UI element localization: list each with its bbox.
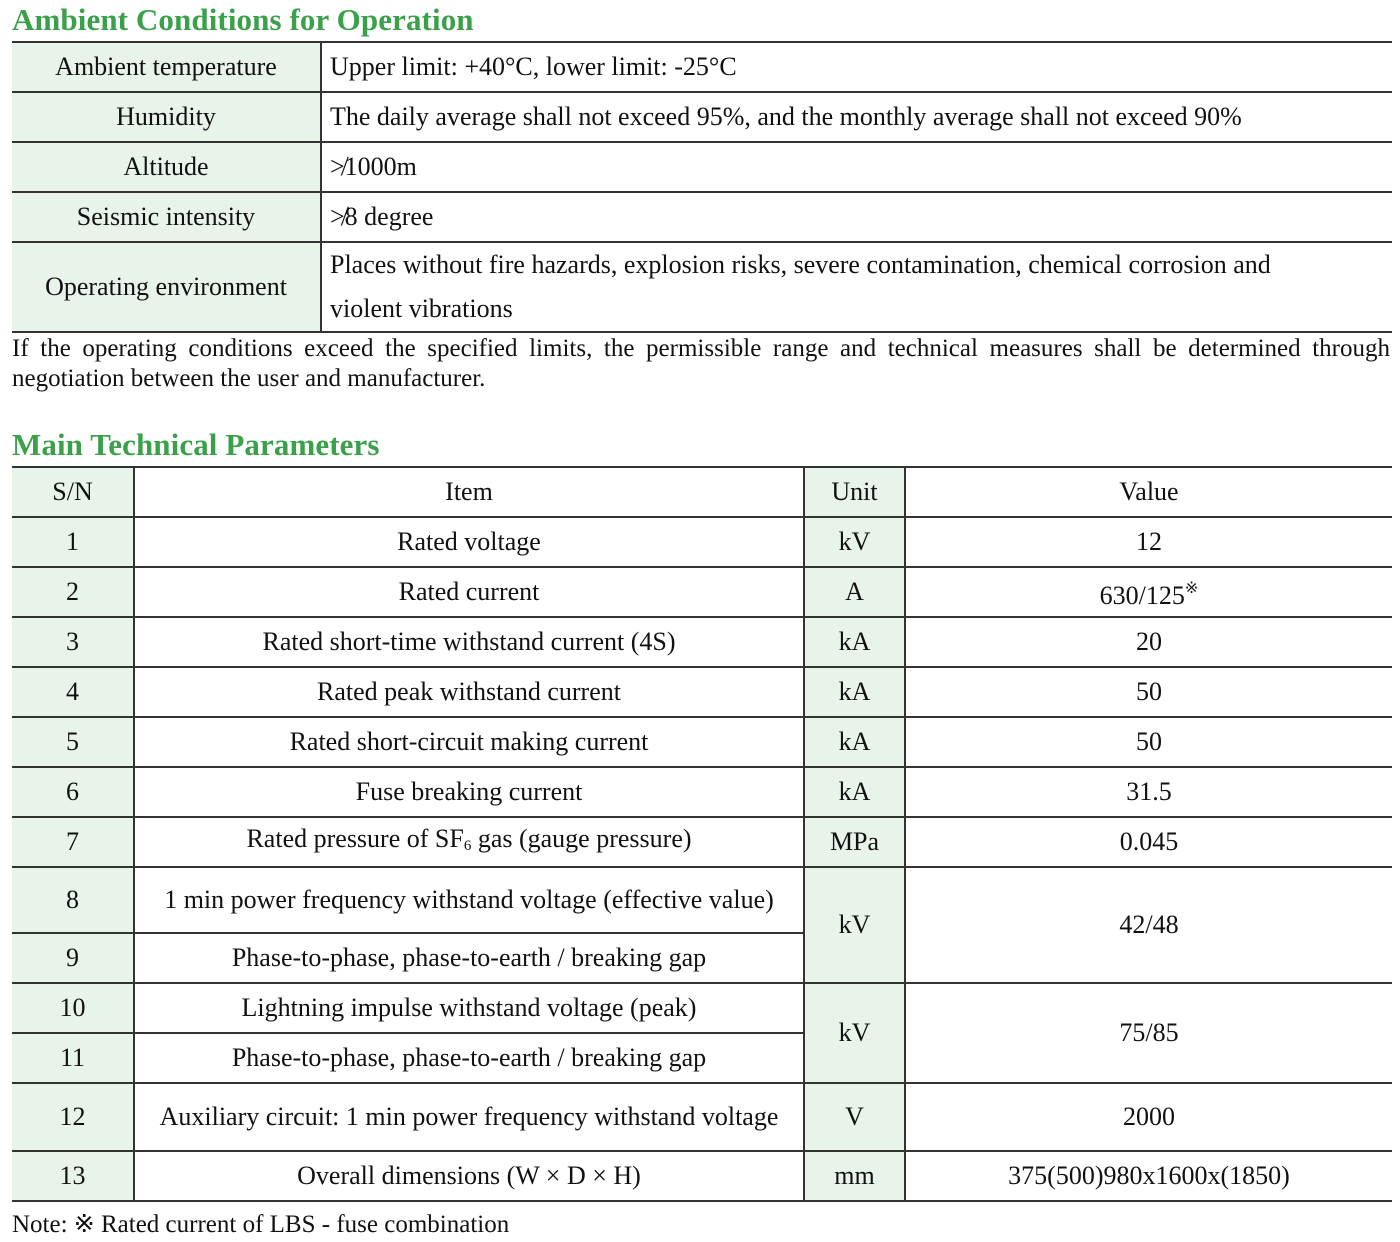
item-text: Rated pressure of SF: [246, 823, 464, 853]
header-item: Item: [134, 467, 804, 517]
table-row: [12, 1083, 1392, 1151]
cell-item: Auxiliary circuit: 1 min power frequency withstand voltage: [134, 1083, 804, 1151]
cell-unit: kV: [804, 983, 905, 1083]
cell-value: 50: [905, 667, 1392, 717]
cell-sn: 4: [12, 667, 134, 717]
cell-item: 1 min power frequency withstand voltage (effective value): [134, 867, 804, 933]
row-value: Upper limit: +40°C, lower limit: -25°C: [321, 42, 1392, 92]
cell-unit: A: [804, 567, 905, 617]
value-text: 630/125: [1099, 580, 1185, 610]
cell-unit: kV: [804, 867, 905, 983]
table-row: [12, 817, 1392, 867]
cell-sn: 9: [12, 933, 134, 983]
cell-value: 2000: [905, 1083, 1392, 1151]
table-row: [12, 1151, 1392, 1201]
cell-sn: 13: [12, 1151, 134, 1201]
table-row: [12, 567, 1392, 617]
cell-item: Rated peak withstand current: [134, 667, 804, 717]
cell-sn: 8: [12, 867, 134, 933]
table-row: [12, 617, 1392, 667]
table-row: [12, 517, 1392, 567]
cell-sn: 12: [12, 1083, 134, 1151]
cell-sn: 3: [12, 617, 134, 667]
cell-sn: 6: [12, 767, 134, 817]
header-row: [12, 467, 1392, 517]
cell-unit: kA: [804, 617, 905, 667]
cell-item: [134, 817, 804, 867]
cell-value: 0.045: [905, 817, 1392, 867]
cell-value: [905, 567, 1392, 617]
table-row: [12, 767, 1392, 817]
row-label: Seismic intensity: [12, 192, 321, 242]
cell-unit: V: [804, 1083, 905, 1151]
cell-item: Rated current: [134, 567, 804, 617]
cell-item: Phase-to-phase, phase-to-earth / breaking gap: [134, 933, 804, 983]
table-row: [12, 242, 1392, 332]
row-label: Operating environment: [12, 242, 321, 332]
reference-mark: ※: [1184, 579, 1199, 597]
row-label: Altitude: [12, 142, 321, 192]
row-value-line: Places without fire hazards, explosion risks, severe contamination, chemical corrosion and: [330, 250, 1271, 279]
header-value: Value: [905, 467, 1392, 517]
ambient-conditions-table: [12, 41, 1392, 333]
cell-sn: 10: [12, 983, 134, 1033]
cell-sn: 7: [12, 817, 134, 867]
cell-unit: MPa: [804, 817, 905, 867]
header-unit: Unit: [804, 467, 905, 517]
cell-sn: 5: [12, 717, 134, 767]
cell-item: Fuse breaking current: [134, 767, 804, 817]
cell-unit: kA: [804, 717, 905, 767]
cell-value: 31.5: [905, 767, 1392, 817]
row-value: ≯1000m: [321, 142, 1392, 192]
table-row: [12, 42, 1392, 92]
cell-value: 42/48: [905, 867, 1392, 983]
table-row: [12, 717, 1392, 767]
cell-unit: mm: [804, 1151, 905, 1201]
cell-value: 20: [905, 617, 1392, 667]
row-value: [321, 242, 1392, 332]
row-value-line: violent vibrations: [330, 294, 513, 323]
table-row: [12, 192, 1392, 242]
technical-parameters-heading: Main Technical Parameters: [12, 427, 380, 462]
row-value: ≯8 degree: [321, 192, 1392, 242]
table-row: [12, 142, 1392, 192]
table-row: [12, 667, 1392, 717]
cell-sn: 2: [12, 567, 134, 617]
cell-value: 75/85: [905, 983, 1392, 1083]
header-sn: S/N: [12, 467, 134, 517]
row-label: Ambient temperature: [12, 42, 321, 92]
cell-item: Phase-to-phase, phase-to-earth / breaking gap: [134, 1033, 804, 1083]
operating-conditions-note: If the operating conditions exceed the specified limits, the permissible range and technical measures shall be determined through negotiation between the user and manufacturer.: [12, 335, 1390, 392]
cell-item: Lightning impulse withstand voltage (peak): [134, 983, 804, 1033]
ambient-conditions-heading: Ambient Conditions for Operation: [12, 2, 474, 37]
cell-item: Rated short-time withstand current (4S): [134, 617, 804, 667]
cell-item: Rated short-circuit making current: [134, 717, 804, 767]
footnote: Note: ※ Rated current of LBS - fuse combination: [12, 1211, 510, 1238]
cell-value: 375(500)980x1600x(1850): [905, 1151, 1392, 1201]
row-label: Humidity: [12, 92, 321, 142]
item-subscript: 6: [463, 837, 472, 854]
cell-value: 12: [905, 517, 1392, 567]
cell-sn: 1: [12, 517, 134, 567]
table-row: [12, 92, 1392, 142]
cell-unit: kA: [804, 767, 905, 817]
item-text: gas (gauge pressure): [471, 823, 692, 853]
cell-item: Rated voltage: [134, 517, 804, 567]
cell-value: 50: [905, 717, 1392, 767]
row-value: The daily average shall not exceed 95%, and the monthly average shall not exceed 90%: [321, 92, 1392, 142]
cell-item: Overall dimensions (W × D × H): [134, 1151, 804, 1201]
technical-parameters-table: [12, 466, 1392, 1202]
cell-unit: kA: [804, 667, 905, 717]
cell-sn: 11: [12, 1033, 134, 1083]
cell-unit: kV: [804, 517, 905, 567]
table-row: [12, 983, 1392, 1033]
table-row: [12, 867, 1392, 933]
